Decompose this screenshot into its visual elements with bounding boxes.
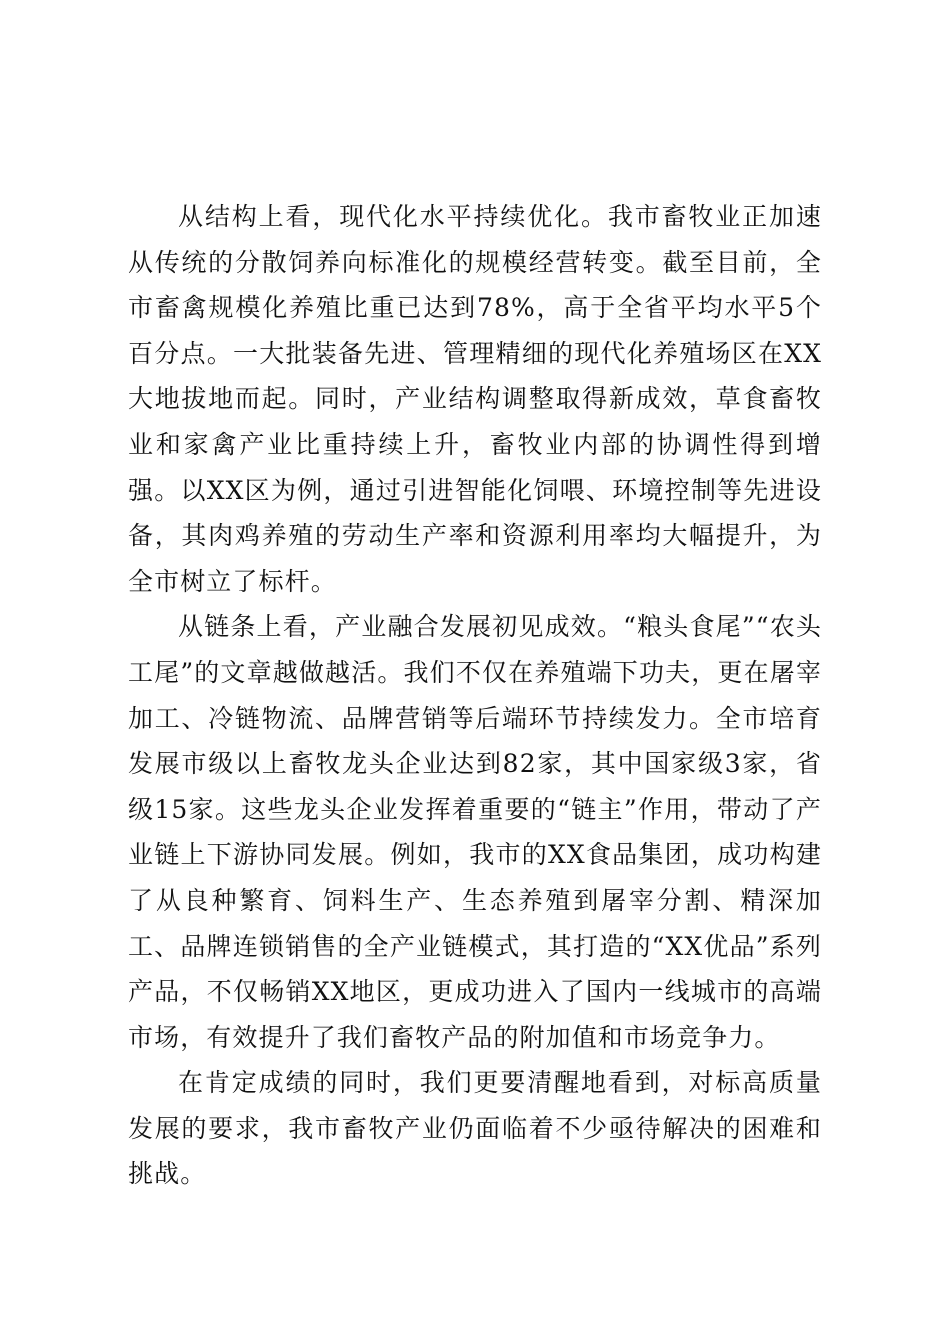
paragraph-structure: 从结构上看，现代化水平持续优化。我市畜牧业正加速从传统的分散饲养向标准化的规模经营转变。截至目前，全市畜禽规模化养殖比重已达到78%，高于全省平均水平5个百分点。一大批装备先进、管理精细的现代化养殖场区在XX大地拔地而起。同时，产业结构调整取得新成效，草食畜牧业和家禽产业比重持续上升，畜牧业内部的协调性得到增强。以XX区为例，通过引进智能化饲喂、环境控制等先进设备，其肉鸡养殖的劳动生产率和资源利用率均大幅提升，为全市树立了标杆。 <box>128 202 822 596</box>
paragraph-chain: 从链条上看，产业融合发展初见成效。“粮头食尾”“农头工尾”的文章越做越活。我们不仅在养殖端下功夫，更在屠宰加工、冷链物流、品牌营销等后端环节持续发力。全市培育发展市级以上畜牧龙头企业达到82家，其中国家级3家，省级15家。这些龙头企业发挥着重要的“链主”作用，带动了产业链上下游协同发展。例如，我市的XX食品集团，成功构建了从良种繁育、饲料生产、生态养殖到屠宰分割、精深加工、品牌连锁销售的全产业链模式，其打造的“XX优品”系列产品，不仅畅销XX地区，更成功进入了国内一线城市的高端市场，有效提升了我们畜牧产品的附加值和市场竞争力。 <box>128 612 822 1052</box>
document-body <box>128 194 822 1197</box>
paragraph-challenges: 在肯定成绩的同时，我们更要清醒地看到，对标高质量发展的要求，我市畜牧产业仍面临着不少亟待解决的困难和挑战。 <box>128 1068 822 1189</box>
